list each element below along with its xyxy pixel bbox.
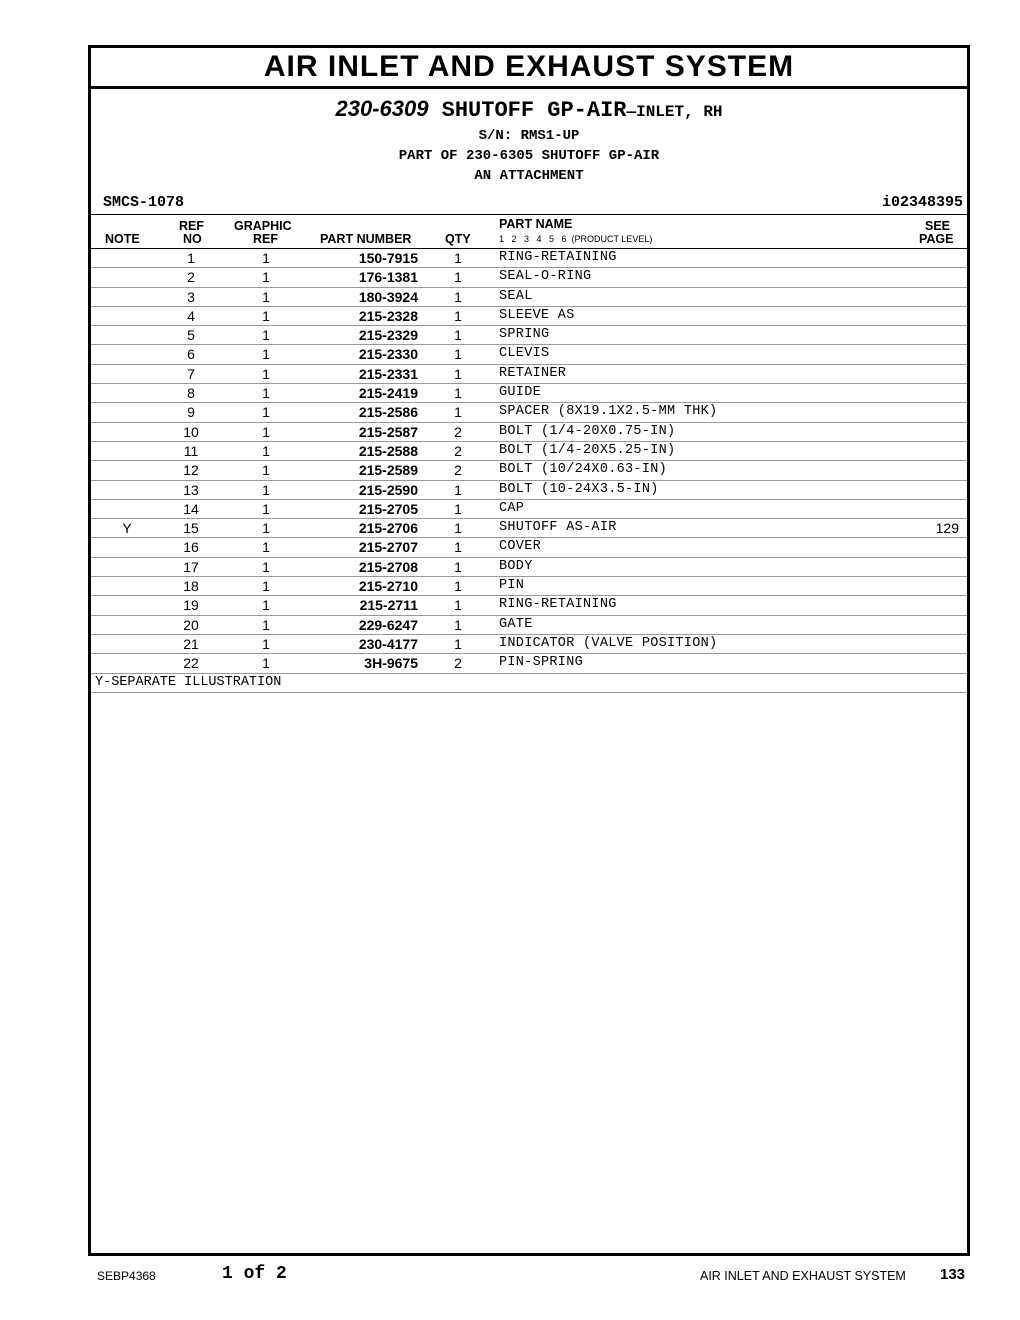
header-part-name: PART NAME [499, 217, 573, 231]
graphic-ref: 1 [262, 578, 270, 595]
part-name: RING-RETAINING [499, 597, 617, 613]
quantity: 1 [454, 269, 462, 286]
header-part-number: PART NUMBER [320, 232, 412, 246]
table-row [91, 596, 967, 615]
part-number: 215-2708 [358, 558, 418, 575]
ref-number: 15 [183, 520, 199, 537]
table-row [91, 307, 967, 326]
table-row [91, 326, 967, 345]
header-note: NOTE [105, 232, 140, 246]
page-title: AIR INLET AND EXHAUST SYSTEM [263, 50, 795, 83]
table-row [91, 268, 967, 287]
quantity: 1 [454, 404, 462, 421]
part-name: PIN [499, 578, 525, 594]
ref-number: 16 [183, 539, 199, 556]
graphic-ref: 1 [262, 539, 270, 556]
ref-number: 17 [183, 558, 199, 575]
part-number: 215-2705 [358, 500, 418, 517]
graphic-ref: 1 [262, 616, 270, 633]
part-name: BOLT (1/4-20X0.75-IN) [499, 423, 676, 439]
part-number: 230-4177 [358, 635, 418, 652]
part-name: RING-RETAINING [499, 250, 617, 265]
quantity: 1 [454, 616, 462, 633]
part-number: 215-2589 [358, 462, 418, 479]
quantity: 2 [454, 655, 462, 672]
header-qty: QTY [445, 232, 471, 246]
ref-number: 18 [183, 578, 199, 595]
part-number: 215-2330 [358, 346, 418, 363]
serial-range: S/N: RMS1-UP [478, 128, 580, 144]
group-heading [91, 89, 967, 186]
part-name: SLEEVE AS [499, 307, 575, 323]
graphic-ref: 1 [262, 385, 270, 402]
footer-doc-id: SEBP4368 [97, 1269, 156, 1283]
header-product-level: 1 2 3 4 5 6 (PRODUCT LEVEL) [499, 234, 653, 244]
group-part-number: 230-6309 [335, 96, 429, 121]
graphic-ref: 1 [262, 250, 270, 266]
table-row [91, 481, 967, 500]
quantity: 1 [454, 597, 462, 614]
title-band [91, 48, 967, 89]
part-number: 215-2711 [359, 597, 418, 614]
part-name: RETAINER [499, 365, 567, 381]
part-name: SEAL [499, 288, 533, 304]
ref-number: 1 [187, 250, 195, 266]
ref-number: 20 [183, 616, 199, 633]
ref-number: 7 [187, 365, 195, 382]
part-name: COVER [499, 539, 542, 555]
graphic-ref: 1 [262, 269, 270, 286]
graphic-ref: 1 [262, 655, 270, 672]
graphic-ref: 1 [262, 520, 270, 537]
table-row [91, 288, 967, 307]
graphic-ref: 1 [262, 327, 270, 344]
part-name: BODY [499, 558, 533, 574]
quantity: 1 [454, 365, 462, 382]
header-see-top: SEE [925, 219, 951, 233]
header-graphic-top: GRAPHIC [234, 219, 292, 233]
part-number: 176-1381 [358, 269, 418, 286]
quantity: 1 [454, 539, 462, 556]
quantity: 1 [454, 578, 462, 595]
ref-number: 13 [183, 481, 199, 498]
table-row [91, 519, 967, 538]
ref-number: 5 [187, 327, 195, 344]
part-name: PIN-SPRING [499, 655, 584, 671]
footer-section: AIR INLET AND EXHAUST SYSTEM [700, 1269, 906, 1283]
part-name: SEAL-O-RING [499, 269, 592, 285]
smcs-code: SMCS-1078 [103, 194, 185, 211]
part-number: 215-2588 [358, 442, 418, 459]
ref-number: 9 [187, 404, 195, 421]
quantity: 1 [454, 288, 462, 305]
illustration-id: i02348395 [881, 194, 963, 211]
part-name: CAP [499, 500, 525, 516]
part-number: 215-2706 [358, 520, 418, 537]
graphic-ref: 1 [262, 346, 270, 363]
part-name: CLEVIS [499, 346, 550, 362]
graphic-ref: 1 [262, 404, 270, 421]
part-name: SPACER (8X19.1X2.5-MM THK) [499, 404, 718, 420]
smcs-bar [91, 190, 967, 214]
footnote: Y-SEPARATE ILLUSTRATION [91, 674, 967, 693]
quantity: 1 [454, 558, 462, 575]
page-footer [0, 1262, 1020, 1292]
ref-number: 4 [187, 307, 195, 324]
group-suffix: —INLET, RH [626, 103, 723, 121]
table-row [91, 461, 967, 480]
quantity: 1 [454, 385, 462, 402]
part-name: BOLT (10/24X0.63-IN) [499, 462, 668, 478]
quantity: 1 [454, 635, 462, 652]
graphic-ref: 1 [262, 597, 270, 614]
quantity: 1 [454, 250, 462, 266]
part-name: INDICATOR (VALVE POSITION) [499, 635, 718, 651]
quantity: 2 [454, 462, 462, 479]
ref-number: 6 [187, 346, 195, 363]
quantity: 1 [454, 520, 462, 537]
graphic-ref: 1 [262, 500, 270, 517]
part-number: 215-2586 [358, 404, 418, 421]
graphic-ref: 1 [262, 442, 270, 459]
part-number: 150-7915 [358, 250, 418, 266]
quantity: 1 [454, 346, 462, 363]
table-row [91, 577, 967, 596]
header-ref-bottom: NO [183, 232, 202, 246]
quantity: 2 [454, 423, 462, 440]
ref-number: 19 [183, 597, 199, 614]
ref-number: 22 [183, 655, 199, 672]
part-name: SPRING [499, 327, 550, 343]
ref-number: 14 [183, 500, 199, 517]
graphic-ref: 1 [262, 462, 270, 479]
see-page: 129 [935, 520, 959, 537]
graphic-ref: 1 [262, 481, 270, 498]
attachment: AN ATTACHMENT [474, 168, 584, 184]
ref-number: 8 [187, 385, 195, 402]
header-see-bottom: PAGE [919, 232, 954, 246]
part-number: 215-2419 [358, 385, 418, 402]
ref-number: 12 [183, 462, 199, 479]
table-row [91, 558, 967, 577]
quantity: 1 [454, 481, 462, 498]
part-name: BOLT (1/4-20X5.25-IN) [499, 442, 676, 458]
quantity: 1 [454, 307, 462, 324]
part-name: SHUTOFF AS-AIR [499, 520, 617, 536]
group-name: SHUTOFF GP-AIR [441, 98, 627, 123]
table-row [91, 500, 967, 519]
parts-list [91, 249, 967, 674]
part-number: 215-2707 [358, 539, 418, 556]
table-row [91, 423, 967, 442]
table-row [91, 442, 967, 461]
table-row [91, 345, 967, 364]
ref-number: 21 [183, 635, 199, 652]
graphic-ref: 1 [262, 288, 270, 305]
graphic-ref: 1 [262, 558, 270, 575]
part-number: 215-2329 [358, 327, 418, 344]
table-header [91, 214, 967, 249]
part-number: 3H-9675 [364, 655, 418, 672]
ref-number: 10 [183, 423, 199, 440]
graphic-ref: 1 [262, 307, 270, 324]
table-row [91, 654, 967, 673]
footer-page-of: 1 of 2 [222, 1264, 287, 1284]
note-cell: Y [122, 520, 132, 537]
ref-number: 3 [187, 288, 195, 305]
part-number: 180-3924 [358, 288, 418, 305]
part-number: 229-6247 [358, 616, 418, 633]
table-row [91, 365, 967, 384]
header-graphic-bottom: REF [253, 232, 278, 246]
graphic-ref: 1 [262, 423, 270, 440]
table-row [91, 384, 967, 403]
table-row [91, 635, 967, 654]
part-number: 215-2590 [358, 481, 418, 498]
graphic-ref: 1 [262, 365, 270, 382]
ref-number: 2 [187, 269, 195, 286]
quantity: 1 [454, 327, 462, 344]
part-name: BOLT (10-24X3.5-IN) [499, 481, 659, 497]
table-row [91, 538, 967, 557]
table-row [91, 249, 967, 268]
part-name: GUIDE [499, 385, 542, 401]
header-ref-top: REF [179, 219, 204, 233]
quantity: 1 [454, 500, 462, 517]
table-row [91, 616, 967, 635]
ref-number: 11 [183, 442, 199, 459]
part-number: 215-2331 [358, 365, 418, 382]
part-number: 215-2587 [358, 423, 418, 440]
part-name: GATE [499, 616, 533, 632]
part-number: 215-2328 [358, 307, 418, 324]
quantity: 2 [454, 442, 462, 459]
part-number: 215-2710 [358, 578, 418, 595]
part-of: PART OF 230-6305 SHUTOFF GP-AIR [398, 148, 660, 164]
graphic-ref: 1 [262, 635, 270, 652]
footer-page-number: 133 [940, 1266, 966, 1283]
table-row [91, 403, 967, 422]
page-frame [88, 45, 970, 1256]
